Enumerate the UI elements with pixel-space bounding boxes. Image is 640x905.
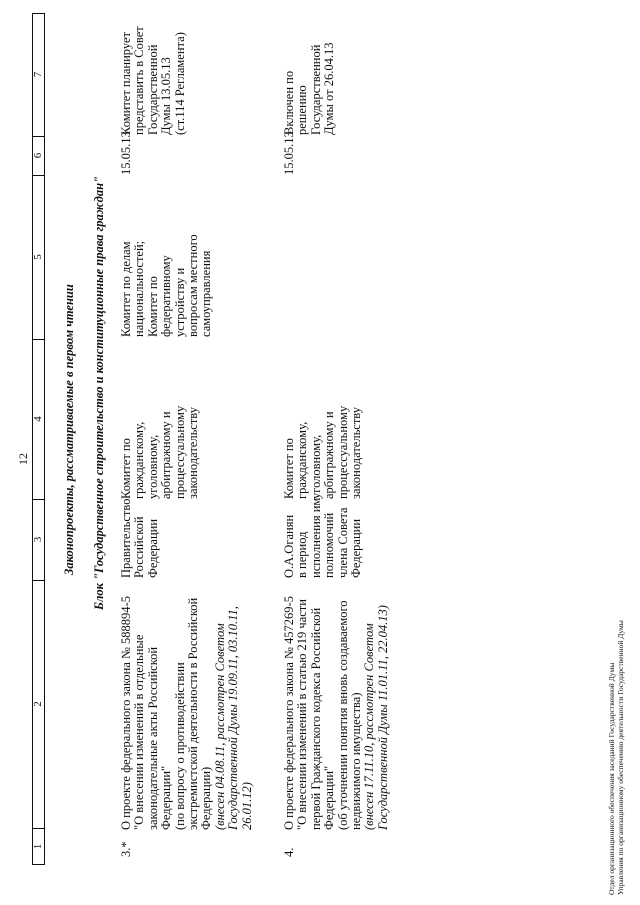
bill-line: недвижимого имущества) bbox=[349, 692, 364, 830]
status-line: Думы от 26.04.13 bbox=[322, 42, 337, 135]
bill-line: Федерации" bbox=[159, 765, 174, 830]
bill-line: "О внесении изменений в статью 219 части bbox=[295, 599, 310, 830]
bill-description bbox=[120, 596, 254, 830]
bill-line: Федерации" bbox=[322, 765, 337, 830]
status-line: Государственной bbox=[308, 44, 323, 135]
status-note bbox=[283, 43, 337, 135]
bill-note-line: 26.01.12) bbox=[239, 782, 254, 830]
footer-department bbox=[607, 0, 625, 895]
header-col-5: 5 bbox=[33, 175, 44, 340]
bill-line: законодательные акты Российской bbox=[145, 646, 160, 830]
status-note bbox=[120, 26, 187, 135]
author-line: Федерации bbox=[349, 518, 364, 578]
committee-line: арбитражному и bbox=[322, 411, 337, 499]
co-executor-line: федеративному bbox=[159, 255, 174, 337]
committee-line: Комитет по bbox=[119, 438, 133, 499]
committee-line: законодательству bbox=[349, 406, 364, 499]
bill-line: О проекте федерального закона № 457269-5 bbox=[282, 596, 296, 830]
bill-author bbox=[283, 498, 363, 578]
bill-line: О проекте федерального закона № 588894-5 bbox=[119, 596, 133, 830]
author-line: Федерации bbox=[145, 518, 160, 578]
status-line: решению bbox=[295, 85, 310, 135]
author-line: Российской bbox=[132, 516, 147, 578]
committee-line: процессуальному bbox=[172, 405, 187, 499]
co-executor-line: Комитет по bbox=[145, 276, 160, 337]
consideration-date: 15.05.13 bbox=[119, 131, 133, 175]
bill-description bbox=[283, 596, 390, 830]
page-number: 12 bbox=[16, 453, 30, 465]
block-title: Блок "Государственное строительство и конституционные права граждан" bbox=[92, 176, 106, 610]
committee-line: арбитражному и bbox=[159, 411, 174, 499]
status-line: представить в Совет bbox=[132, 26, 147, 135]
bill-line: экстремистской деятельности в Российской bbox=[186, 597, 201, 830]
co-executor-line: устройству и bbox=[172, 267, 187, 337]
committee-line: законодательству bbox=[186, 406, 201, 499]
status-line: Включен по bbox=[282, 70, 296, 135]
footer-line: Отдел организационного обеспечения заседаний Государственной Думы bbox=[607, 662, 616, 895]
author-line: полномочий bbox=[322, 512, 337, 578]
committee-line: уголовному, bbox=[145, 434, 160, 499]
co-executor-line: вопросам местного bbox=[186, 234, 201, 337]
author-line: исполнения им bbox=[308, 497, 323, 578]
bill-note-line: (внесен 17.11.10, рассмотрен Советом bbox=[362, 623, 377, 830]
status-line: Думы 13.05.13 bbox=[159, 57, 174, 135]
author-line: О.А.Оганян bbox=[282, 514, 296, 578]
committee-line: гражданскому, bbox=[295, 421, 310, 499]
status-line: Комитет планирует bbox=[119, 32, 133, 135]
bill-line: (об уточнении понятия вновь создаваемого bbox=[335, 600, 350, 830]
footer-line: Управления по организационному обеспечению деятельности Государственной Думы bbox=[616, 620, 625, 895]
committee-line: гражданскому, bbox=[132, 421, 147, 499]
header-col-4: 4 bbox=[33, 339, 44, 500]
status-line: (ст.114 Регламента) bbox=[172, 32, 187, 135]
author-line: члена Совета bbox=[335, 507, 350, 578]
author-line: Правительство bbox=[119, 498, 133, 578]
bill-line: "О внесении изменений в отдельные bbox=[132, 634, 147, 830]
co-executor-line: самоуправления bbox=[199, 250, 214, 337]
bill-note-line: (внесен 04.08.11, рассмотрен Советом bbox=[212, 623, 227, 830]
header-col-1: 1 bbox=[32, 843, 44, 850]
bill-note-line: Государственной Думы 19.09.11, 03.10.11, bbox=[226, 606, 241, 830]
bill-author bbox=[120, 499, 160, 578]
header-col-2: 2 bbox=[33, 580, 44, 829]
consideration-date: 15.05.13 bbox=[282, 131, 296, 175]
co-executor-line: национальностей; bbox=[132, 240, 147, 337]
bill-note-line: Государственной Думы 11.01.11, 22.04.13) bbox=[375, 605, 390, 830]
author-line: в период bbox=[295, 531, 310, 578]
responsible-committee bbox=[283, 406, 363, 499]
committee-line: уголовному, bbox=[308, 434, 323, 499]
co-executor-committees bbox=[120, 234, 214, 337]
committee-line: Комитет по bbox=[282, 438, 296, 499]
header-col-3: 3 bbox=[33, 499, 44, 581]
bill-line: (по вопросу о противодействии bbox=[172, 662, 187, 830]
bill-line: Федерации) bbox=[199, 766, 214, 830]
responsible-committee bbox=[120, 406, 200, 499]
row-number: 3.* bbox=[119, 841, 133, 857]
column-number-header bbox=[32, 13, 45, 865]
committee-line: процессуальному bbox=[335, 405, 350, 499]
section-title: Законопроекты, рассматриваемые в первом чтении bbox=[62, 284, 76, 575]
header-col-6: 6 bbox=[33, 136, 44, 176]
status-line: Государственной bbox=[145, 44, 160, 135]
row-number: 4. bbox=[282, 847, 296, 857]
bill-line: первой Гражданского кодекса Российской bbox=[308, 607, 323, 830]
header-col-7: 7 bbox=[33, 13, 44, 137]
co-executor-line: Комитет по делам bbox=[119, 241, 133, 337]
